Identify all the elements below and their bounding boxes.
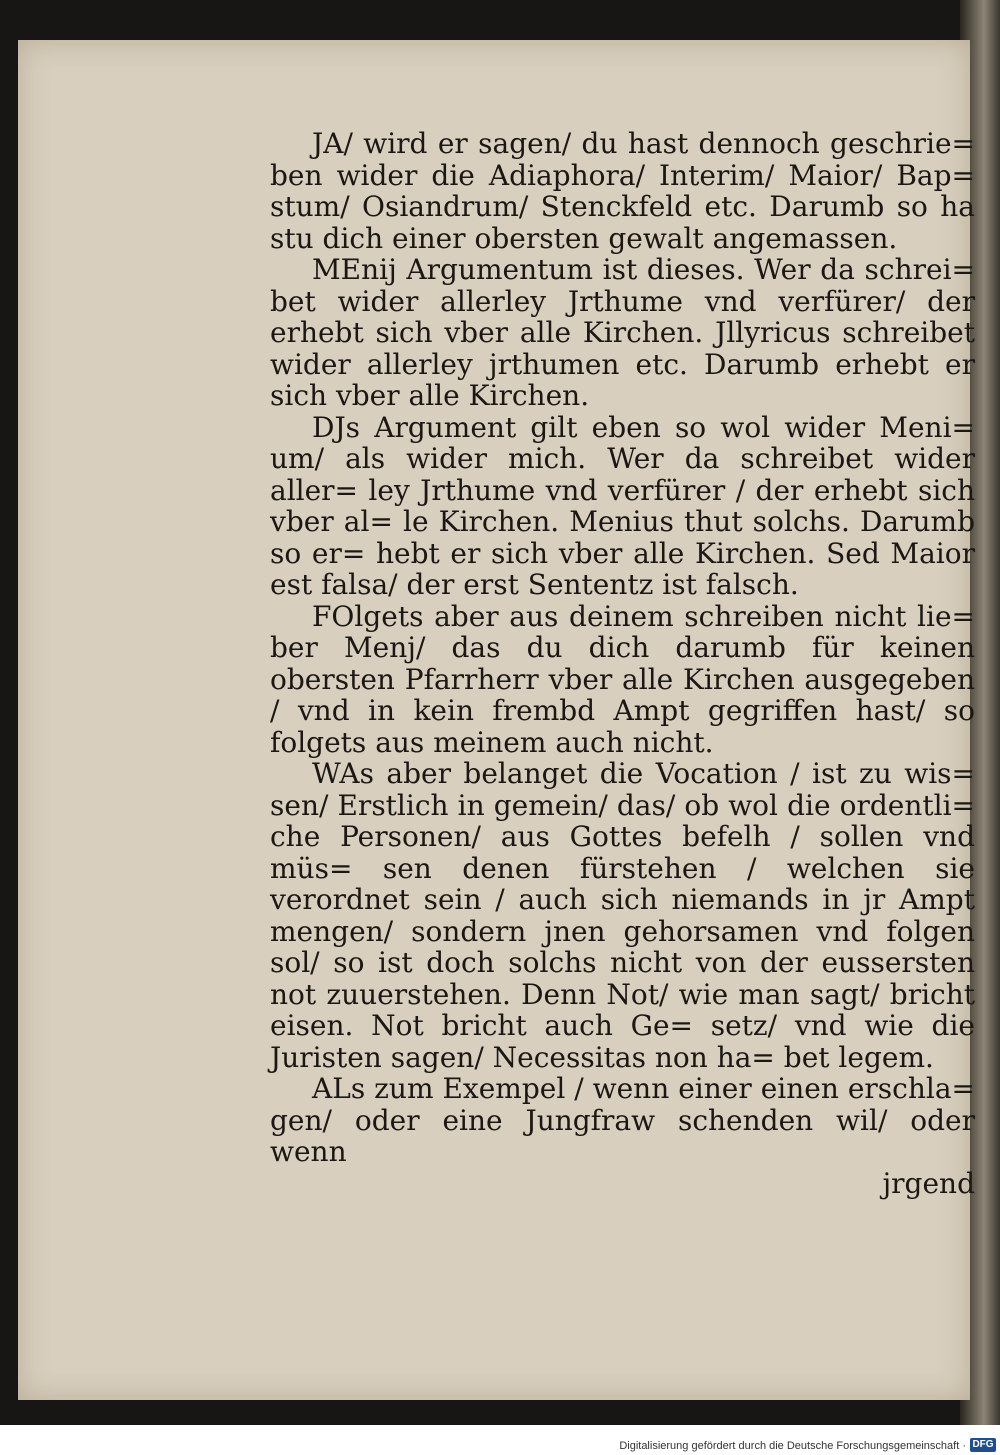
paragraph-6: ALs zum Exempel / wenn einer einen erschla= gen/ oder eine Jungfraw schenden wil/ oder wenn [270,1072,975,1168]
paragraph-5: WAs aber belanget die Vocation / ist zu wis= sen/ Erstlich in gemein/ das/ ob wol die ordentli= che Personen/ aus Gottes befelh / sollen vnd müs= sen denen fürstehen / welchen sie verordnet sein / auch sich niemands in jr Ampt mengen/ sondern jnen gehorsamen vnd folgen sol/ so ist doch solchs nicht von der eussersten not zuuerstehen. Denn Not/ wie man sagt/ bricht eisen. Not bricht auch Ge= setz/ vnd wie die Juristen sagen/ Necessitas non ha= bet legem. [270,757,975,1074]
book-page [18,40,975,1400]
paragraph-4: FOlgets aber aus deinem schreiben nicht lie= ber Menj/ das du dich darumb für keinen obersten Pfarrherr vber alle Kirchen ausgegeben / vnd in kein frembd Ampt gegriffen hast/ so folgets aus meinem auch nicht. [270,599,975,759]
catchword: jrgend [882,1166,975,1200]
footer-credit: Digitalisierung gefördert durch die Deutsche Forschungsgemeinschaft · [619,1440,966,1452]
paragraph-1: JA/ wird er sagen/ du hast dennoch geschrie= ben wider die Adiaphora/ Interim/ Maior/ Bap= stum/ Osiandrum/ Stenckfeld etc. Darumb so ha stu dich einer obersten gewalt angemassen. [270,127,975,255]
dfg-logo: DFG [970,1438,996,1452]
page-text [270,128,975,1199]
paragraph-2: MEnij Argumentum ist dieses. Wer da schrei= bet wider allerley Jrthume vnd verfürer/ der erhebt sich vber alle Kirchen. Jllyricus schreibet wider allerley jrthumen etc. Darumb erhebt er sich vber alle Kirchen. [270,253,975,412]
paragraph-3: DJs Argument gilt eben so wol wider Meni= um/ als wider mich. Wer da schreibet wider aller= ley Jrthume vnd verfürer / der erhebt sich vber al= le Kirchen. Menius thut solchs. Darumb so er= hebt er sich vber alle Kirchen. Sed Maior est falsa/ der erst Sententz ist falsch. [270,410,975,601]
